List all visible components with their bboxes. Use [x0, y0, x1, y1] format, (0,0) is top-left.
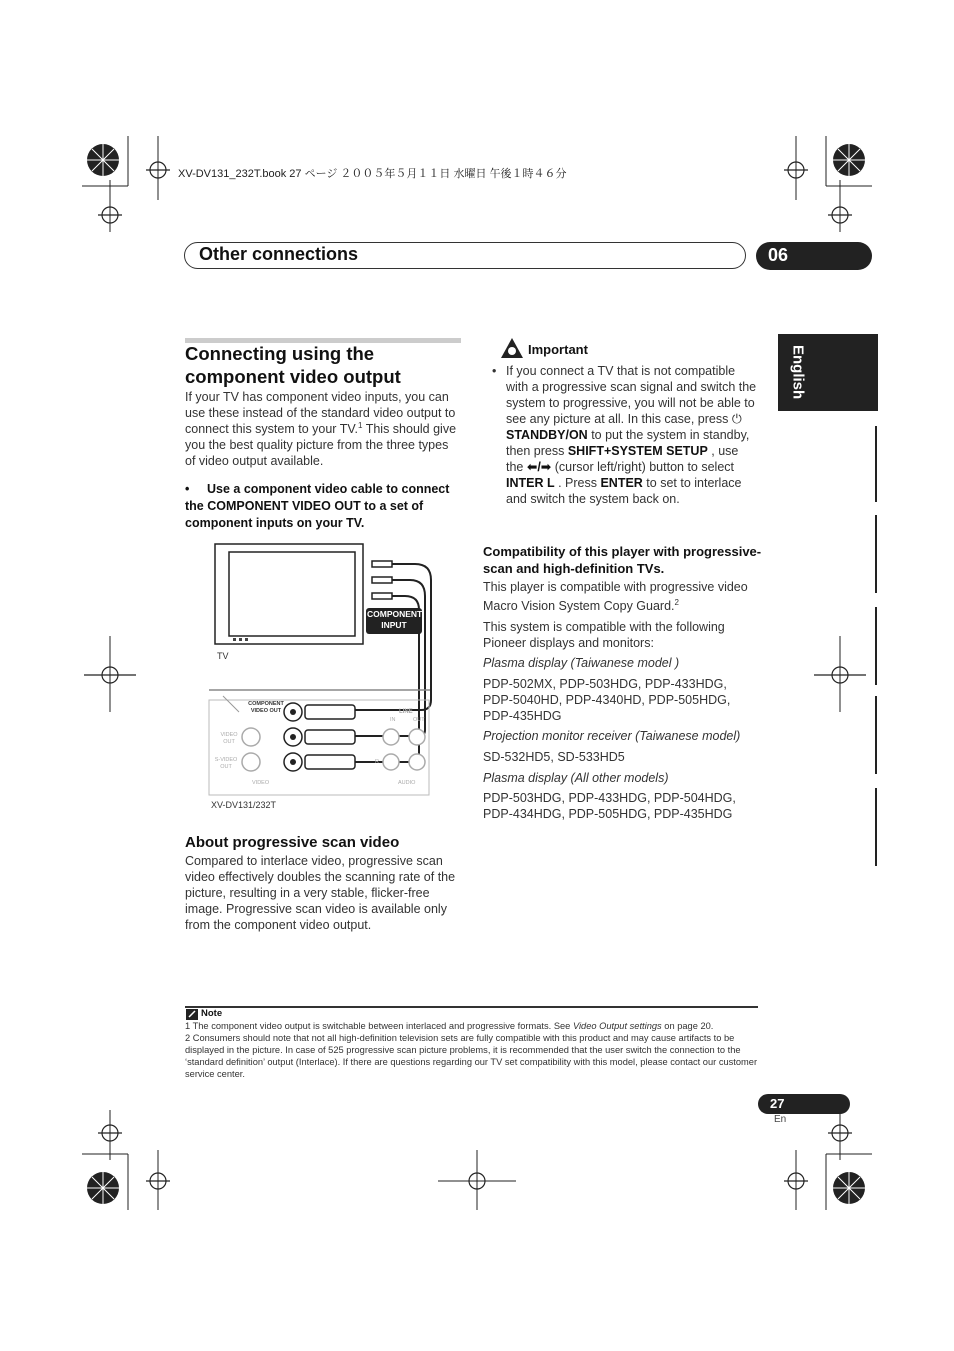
important-text: If you connect a TV that is not compatible with a progressive scan signal and switch the system to progressive, you will not be able to see any picture at all. In this case, press ⏻ STANDBY/ON to put the system in standby, then press SHIFT+SYSTEM SETUP , use the ⬅/➡ (cursor left/right) button to select INTER L . Press ENTER to set to interlace and switch the system back on.: [506, 364, 757, 506]
list1-items: PDP-502MX, PDP-503HDG, PDP-433HDG, PDP-5040HD, PDP-4340HD, PDP-505HDG, PDP-435HDG: [483, 677, 731, 723]
video-out-label: VIDEO OUT: [220, 732, 238, 745]
model-label: XV-DV131/232T: [211, 800, 277, 810]
page-language: En: [774, 1114, 787, 1125]
print-header: XV-DV131_232T.book 27 ページ ２００５年５月１１日 水曜日 午後１時４６分: [178, 168, 567, 180]
tv-label: TV: [217, 651, 229, 661]
footnote-1: 1 The component video output is switchable between interlaced and progressive formats. See Video Output settings on page 20.: [185, 1021, 714, 1031]
video-label: VIDEO: [252, 780, 270, 786]
instruction-bullet: • Use a component video cable to connect the COMPONENT VIDEO OUT to a set of component inputs on your TV.: [185, 482, 450, 530]
language-label: English: [789, 345, 807, 400]
important-bullet: • If you connect a TV that is not compatible with a progressive scan signal and switch the system to progressive, you will not be able to see any picture at all. In this case, press ⏻ STANDBY/ON to put the system in standby, then press SHIFT+SYSTEM SETUP , use the ⬅/➡ (cursor left/right) button to select INTER L . Press ENTER to set to interlace and switch the system back on.: [492, 364, 757, 506]
main-heading: Connecting using the component video output: [185, 343, 401, 387]
note-icon: [186, 1009, 198, 1020]
intro-paragraph: If your TV has component video inputs, you can use these instead of the standard video output to connect this system to your TV.$^1$ This should give you the best quality picture from the three types of video output available.: [185, 390, 457, 468]
side-rule: [875, 696, 877, 774]
progressive-paragraph: Compared to interlace video, progressive scan video effectively doubles the scanning rate of the picture, resulting in a very stable, flicker-free image. Progressive scan video is available only from the component video output.: [185, 854, 456, 932]
subheading-progressive: About progressive scan video: [185, 834, 400, 851]
compat-paragraph: This player is compatible with progressive video Macro Vision System Copy Guard.$^2$: [483, 580, 748, 613]
important-label: Important: [528, 342, 588, 357]
list1-title: Plasma display (Taiwanese model ): [483, 656, 680, 670]
power-icon: ⏻: [731, 412, 742, 426]
cursor-arrows-icon: ⬅/➡: [526, 460, 552, 474]
line-label: LINE: [399, 709, 413, 715]
warning-hand-icon: [500, 337, 524, 359]
list2-title: Projection monitor receiver (Taiwanese model): [483, 729, 741, 743]
side-rule: [875, 788, 877, 866]
connection-diagram: [205, 540, 435, 820]
compat-heading: Compatibility of this player with progressive-scan and high-definition TVs.: [483, 544, 762, 576]
side-rule: [875, 607, 877, 685]
page-number: 27: [770, 1096, 785, 1111]
list3-items: PDP-503HDG, PDP-433HDG, PDP-504HDG, PDP-434HDG, PDP-505HDG, PDP-435HDG: [483, 791, 736, 821]
note-rule: [185, 1006, 758, 1008]
right-channel-label: R: [375, 759, 379, 765]
list2-items: SD-532HD5, SD-533HD5: [483, 750, 625, 764]
s-video-out-label: S-VIDEO OUT: [214, 757, 238, 770]
line-out-label: OUT: [413, 717, 425, 723]
line-in-label: IN: [390, 717, 396, 723]
component-input-label: COMPONENT INPUT: [367, 609, 423, 630]
section-title: Other connections: [199, 244, 359, 264]
list3-title: Plasma display (All other models): [483, 771, 669, 785]
side-rule: [875, 426, 877, 502]
side-rule: [875, 515, 877, 593]
footnote-2: 2 Consumers should note that not all high-definition television sets are fully compatible with this product and may cause artifacts to be displayed in the picture. In case of 525 progressive scan picture problems, it is recommended that the user switch the connection to the ‘standard definition’ output (Interlace). If there are questions regarding our TV set compatibility with this model, please contact our customer service center.: [185, 1033, 758, 1079]
chapter-number: 06: [768, 245, 789, 265]
compat-list-intro: This system is compatible with the following Pioneer displays and monitors:: [483, 620, 725, 650]
note-label: Note: [201, 1008, 223, 1019]
component-video-out-label: COMPONENT VIDEO OUT: [248, 701, 284, 714]
audio-label: AUDIO: [398, 780, 416, 786]
footnotes: [185, 1020, 760, 1080]
